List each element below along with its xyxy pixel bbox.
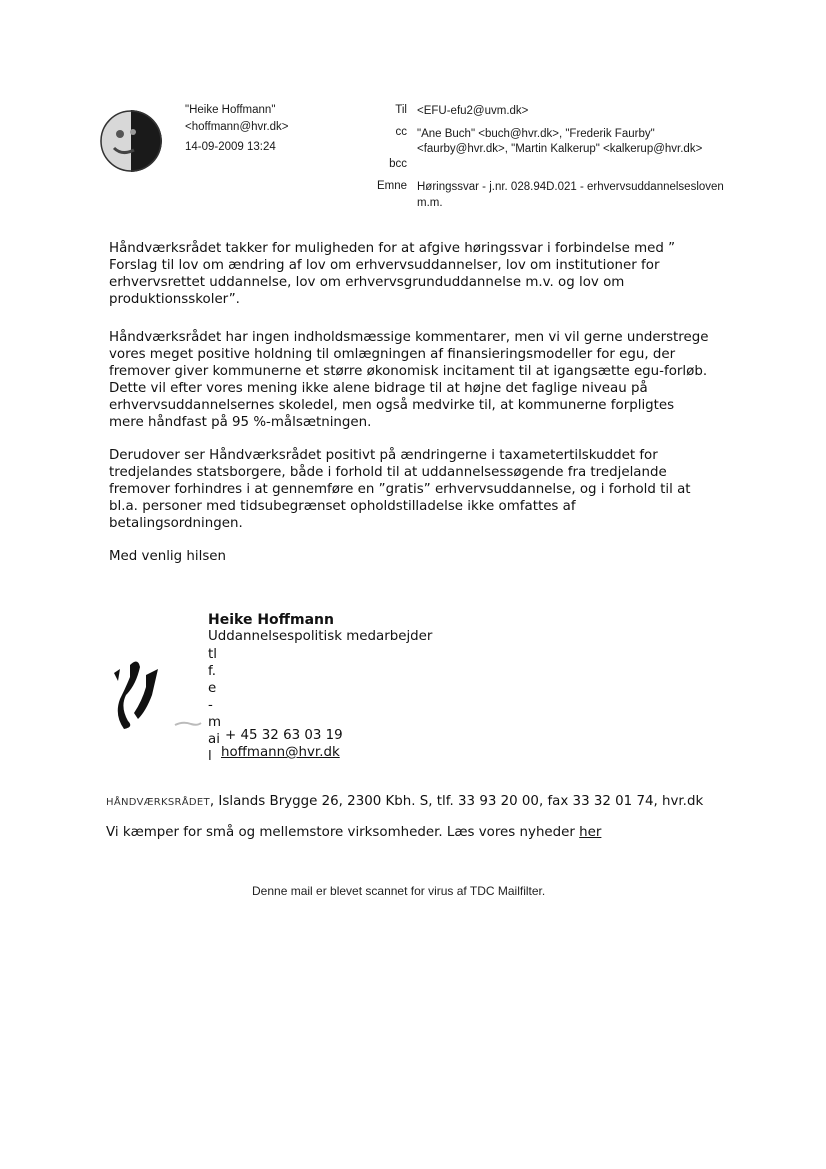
paragraph-thanks (109, 240, 749, 308)
body-line: Forslag til lov om ændring af lov om erhvervsuddannelser, lov om institutioner for (109, 258, 660, 273)
body-line: Dette vil efter vores mening ikke alene bidrage til at højne det faglige niveau på (109, 381, 648, 396)
cc-label: cc (395, 126, 407, 138)
body-line: betalingsordningen. (109, 516, 243, 531)
body-line: bl.a. personer med tidsubegrænset opholdstilladelse ikke omfattes af (109, 499, 576, 514)
body-line: tredjelandes statsborgere, både i forhold til at uddannelsessøgende fra tredjelande (109, 465, 667, 480)
company-brand: HÅNDVÆRKSRÅDET (106, 797, 210, 808)
cc-value-line1: "Ane Buch" <buch@hvr.dk>, "Frederik Faurby" (417, 128, 655, 140)
sender-avatar (100, 110, 162, 172)
body-line: fremover giver kommunerne et større økonomisk incitament til at igangsætte egu-forløb. (109, 364, 708, 379)
to-label: Til (395, 104, 407, 116)
sent-date: 14-09-2009 13:24 (185, 141, 276, 153)
paragraph-egu (109, 329, 749, 431)
company-address (106, 794, 703, 809)
body-line: erhvervsuddannelsernes skoledel, men også medvirke til, at kommunerne forpligtes (109, 398, 675, 413)
signature-fragment: e (208, 681, 217, 696)
bcc-label: bcc (389, 158, 407, 170)
signature-fragment: - (208, 698, 213, 713)
subject-line2: m.m. (417, 197, 443, 209)
body-line: Derudover ser Håndværksrådet positivt på ændringerne i taxametertilskuddet for (109, 448, 658, 463)
signature-fragment: l (208, 749, 212, 764)
body-line: vores meget positive holdning til omlægningen af finansieringsmodeller for egu, der (109, 347, 676, 362)
signature-phone: + 45 32 63 03 19 (225, 728, 343, 743)
body-line: fremover forhindres i at gennemføre en ”gratis” erhvervsuddannelse, og i forhold til at (109, 482, 691, 497)
closing: Med venlig hilsen (109, 549, 227, 564)
signature-fragment: f. (208, 664, 216, 679)
body-line: produktionsskoler”. (109, 292, 240, 307)
signature-fragment: tl (208, 647, 217, 662)
company-slogan (106, 825, 601, 840)
signature-fragment: m (208, 715, 222, 730)
subject-label: Emne (376, 180, 407, 192)
body-line: Håndværksrådet takker for muligheden for at afgive høringssvar i forbindelse med ” (109, 241, 676, 256)
slogan-text: Vi kæmper for små og mellemstore virksomheder. Læs vores nyheder (106, 825, 580, 840)
sender-email: <hoffmann@hvr.dk> (185, 121, 289, 133)
company-address-text: , Islands Brygge 26, 2300 Kbh. S, tlf. 33 93 20 00, fax 33 32 01 74, hvr.dk (209, 794, 704, 809)
body-line: erhvervsrettet uddannelse, lov om erhvervsgrunduddannelse m.v. og lov om (109, 275, 625, 290)
virus-scan-note: Denne mail er blevet scannet for virus af TDC Mailfilter. (252, 884, 546, 898)
signature-fragment: ai (208, 732, 220, 747)
company-logo-icon (108, 655, 168, 730)
body-line: Håndværksrådet har ingen indholdsmæssige kommentarer, men vi vil gerne understrege (109, 330, 709, 345)
to-value: <EFU-efu2@uvm.dk> (417, 105, 529, 117)
signature-title: Uddannelsespolitisk medarbejder (208, 629, 433, 644)
news-link[interactable]: her (579, 825, 602, 840)
body-line: mere håndfast på 95 %-målsætningen. (109, 415, 372, 430)
cc-value-line2: <faurby@hvr.dk>, "Martin Kalkerup" <kalkerup@hvr.dk> (417, 143, 703, 155)
paragraph-taxameter (109, 447, 749, 532)
signature-email-link[interactable]: hoffmann@hvr.dk (221, 745, 340, 760)
sender-name: "Heike Hoffmann" (185, 104, 276, 116)
signature-name: Heike Hoffmann (208, 612, 334, 628)
subject-line1: Høringssvar - j.nr. 028.94D.021 - erhvervsuddannelsesloven (417, 181, 724, 193)
scan-smudge (173, 714, 203, 724)
